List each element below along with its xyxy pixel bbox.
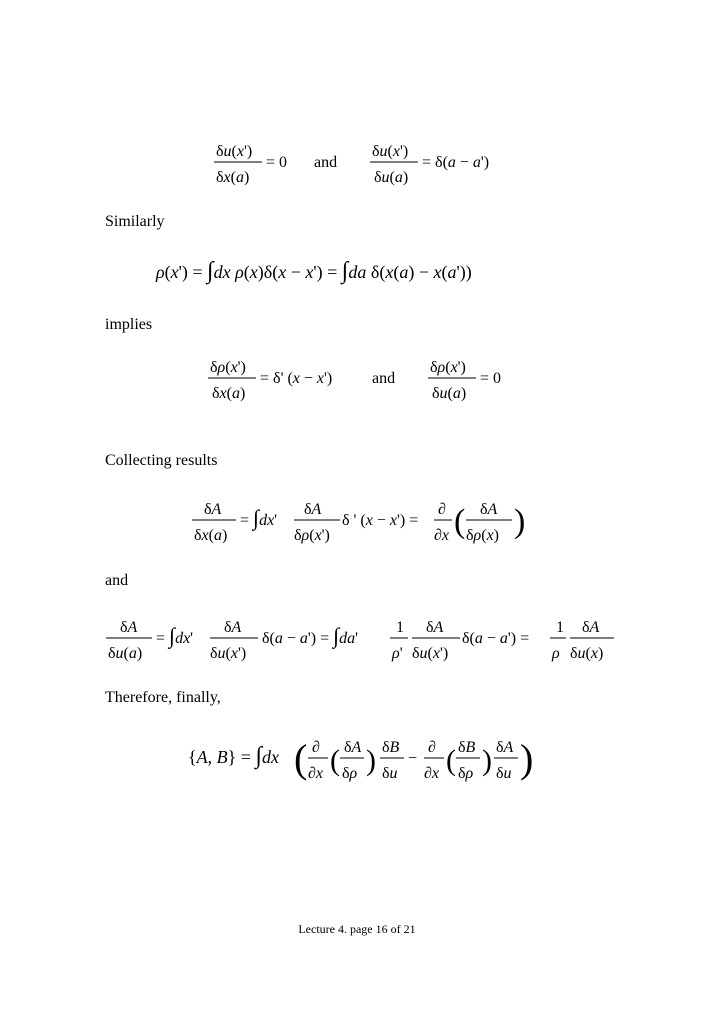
svg-text:(: ( [454,503,466,540]
equation-5 [104,612,619,677]
svg-text:δA: δA [582,619,600,636]
paragraph-implies: implies [105,316,153,333]
svg-text:(: ( [294,736,308,781]
svg-text:= δ(a − a'): = δ(a − a') [422,154,490,171]
svg-text:∂: ∂ [428,739,436,756]
svg-text:= ∫dx': = ∫dx' [156,623,194,648]
svg-text:= δ' (x − x'): = δ' (x − x') [260,370,333,387]
svg-text:): ) [482,744,492,777]
svg-text:and: and [372,370,396,387]
svg-text:{A, B} = ∫dx: {A, B} = ∫dx [188,743,280,769]
svg-text:δu(x'): δu(x') [412,645,449,662]
equation-6 [186,730,536,799]
svg-text:ρ': ρ' [392,645,403,662]
paragraph-similarly: Similarly [105,213,165,230]
equation-1 [200,136,520,197]
svg-text:δu(x): δu(x) [570,645,604,662]
svg-text:and: and [314,154,338,171]
equation-4 [190,494,540,559]
svg-text:δu(x'): δu(x') [210,645,247,662]
svg-text:δρ(x'): δρ(x') [294,527,330,544]
svg-text:1: 1 [396,619,404,636]
svg-text:δρ: δρ [342,765,358,782]
svg-text:δA: δA [204,501,222,518]
svg-text:δ ' (x − x') =: δ ' (x − x') = [342,512,419,529]
svg-text:δu: δu [382,765,398,782]
svg-text:δA: δA [304,501,322,518]
svg-text:∂x: ∂x [308,765,324,782]
svg-text:δ(a − a') =: δ(a − a') = [462,630,530,647]
svg-text:1: 1 [556,619,564,636]
svg-text:δA: δA [480,501,498,518]
svg-text:δA: δA [344,739,362,756]
svg-text:δρ: δρ [458,765,474,782]
svg-text:δu(x'): δu(x') [372,143,409,160]
svg-text:δu(x'): δu(x') [216,143,253,160]
paragraph-therefore: Therefore, finally, [105,689,221,706]
svg-text:): ) [366,744,376,777]
svg-text:(: ( [446,744,456,777]
svg-text:δρ(x'): δρ(x') [430,359,466,376]
equation-3 [206,352,526,413]
svg-text:δB: δB [382,739,400,756]
svg-text:(: ( [330,744,340,777]
svg-text:): ) [520,736,534,781]
svg-text:ρ: ρ [552,645,560,662]
svg-text:δA: δA [426,619,444,636]
svg-text:∂x: ∂x [424,765,440,782]
svg-text:δA: δA [224,619,242,636]
svg-text:δρ(x'): δρ(x') [210,359,246,376]
svg-text:δu(a): δu(a) [108,645,143,662]
svg-text:δu: δu [496,765,512,782]
svg-text:δ(a − a') = ∫da': δ(a − a') = ∫da' [262,623,359,648]
svg-text:δB: δB [458,739,476,756]
paragraph-and: and [105,572,129,589]
svg-text:δA: δA [120,619,138,636]
svg-text:= 0: = 0 [266,154,288,171]
svg-text:∂: ∂ [438,501,446,518]
equation-2 [152,252,572,297]
svg-text:δx(a): δx(a) [194,527,228,544]
svg-text:∂x: ∂x [434,527,450,544]
svg-text:δρ(x): δρ(x) [466,527,499,544]
svg-text:δu(a): δu(a) [374,169,409,186]
svg-text:δx(a): δx(a) [212,385,246,402]
svg-text:= ∫dx': = ∫dx' [240,505,278,530]
svg-text:): ) [514,503,526,540]
svg-text:−: − [408,750,418,767]
paragraph-collecting: Collecting results [105,452,218,469]
svg-text:δx(a): δx(a) [216,169,250,186]
svg-text:δA: δA [496,739,514,756]
svg-text:∂: ∂ [312,739,320,756]
svg-text:δu(a): δu(a) [432,385,467,402]
page-footer: Lecture 4. page 16 of 21 [298,922,416,936]
svg-text:ρ(x') = ∫dx ρ(x)δ(x − x') = ∫: ρ(x') = ∫dx ρ(x)δ(x − x') = ∫da δ(x(a) − x(a')) [156,258,472,284]
svg-text:= 0: = 0 [480,370,502,387]
